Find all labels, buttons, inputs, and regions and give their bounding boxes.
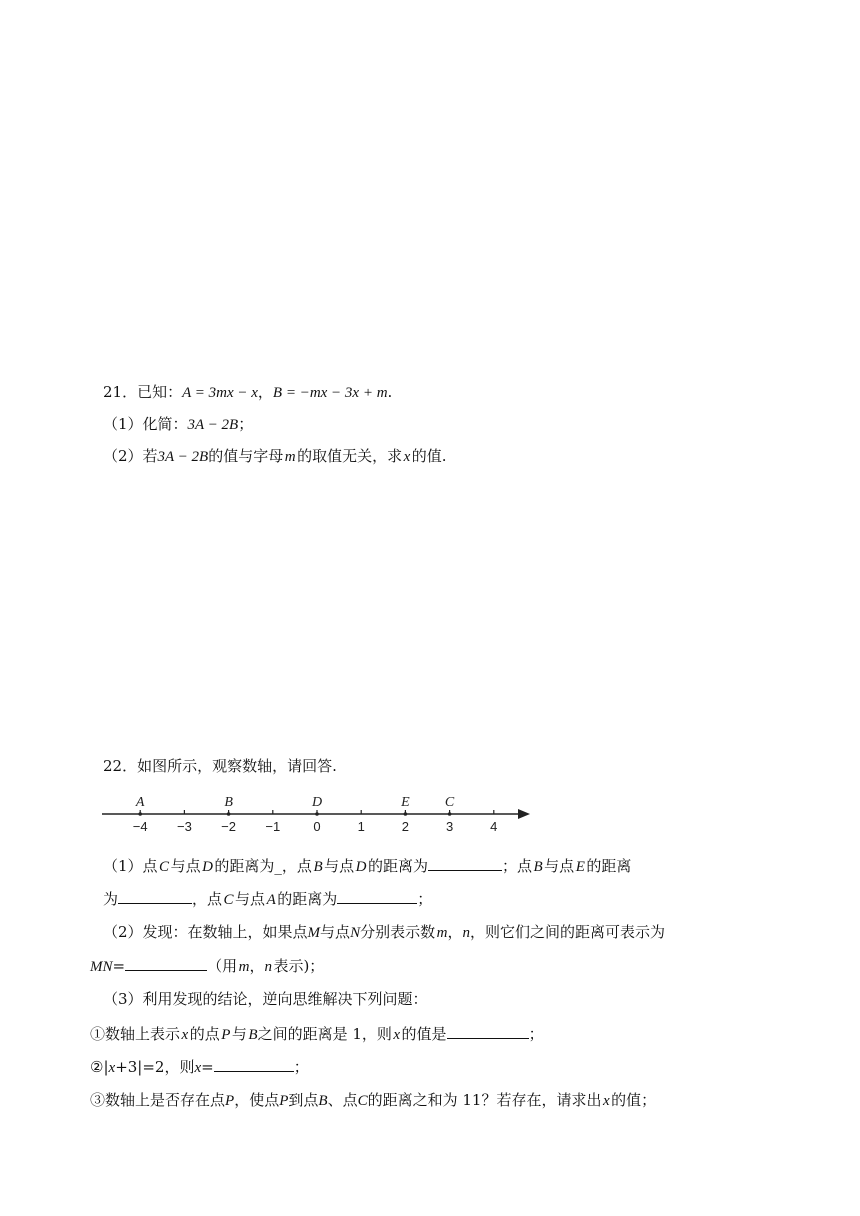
point-label-b: B [224,795,233,810]
q22-part3-item3 [90,1090,656,1111]
point-dot-b [227,812,231,816]
point-dot-c [448,812,452,816]
answer-blank-x1[interactable] [447,1023,529,1039]
text: （用 [207,957,238,975]
q21-part2-x: x [403,449,411,465]
q22-part1-line2 [103,888,432,910]
q22-part3-intro: （3）利用发现的结论，逆向思维解决下列问题： [103,990,428,1008]
text: 的距离 [586,857,632,875]
q22-title: 22．如图所示，观察数轴，请回答. [103,757,337,775]
text: 与 [231,1025,247,1043]
answer-blank-ca[interactable] [337,888,417,904]
var-m-lower: m [238,959,250,975]
text: 为 [103,890,119,908]
q21-expr-a: A = 3mx − x [182,385,258,401]
text: ， [447,923,463,941]
text: ； [293,1058,309,1076]
text: ，点 [192,890,223,908]
text: ①数轴上表示 [90,1025,181,1043]
text: ， [249,957,265,975]
answer-blank-mn[interactable] [125,955,207,971]
var-c: C [159,859,170,875]
text: 到点 [288,1091,319,1109]
tick-label: 4 [490,819,498,834]
var-b: B [248,1027,258,1043]
point-dot-a [138,812,142,816]
point-dot-e [404,812,408,816]
text: 的点 [189,1025,220,1043]
var-d: D [355,859,367,875]
tick-label: −2 [221,819,237,834]
text: = [201,1058,214,1076]
text: 的距离为 [367,857,428,875]
var-p: P [221,1027,231,1043]
q21-part1 [103,414,253,435]
tick-label: −1 [265,819,281,834]
number-line-figure [98,790,538,836]
q21-part1-end: ； [238,415,254,433]
text: ；点 [501,857,532,875]
var-n-lower: n [462,925,470,941]
q22-part1-line1 [103,855,631,877]
point-label-a: A [135,795,145,810]
q21-part2-expr: 3A − 2B [157,449,209,465]
q22-part2-line2 [90,955,324,977]
answer-blank-be[interactable] [118,888,192,904]
text: （2）发现：在数轴上，如果点 [103,923,308,941]
text: = [112,957,126,975]
q21-end: . [387,383,393,401]
tick-label: −3 [176,819,192,834]
var-m: M [307,925,321,941]
number-line-points [135,795,455,816]
text: ； [417,890,433,908]
var-n-lower: n [264,959,272,975]
tick-label: 0 [313,819,321,834]
text: 与点 [324,857,355,875]
var-m-lower: m [436,925,448,941]
text: +3|=2，则 [115,1058,195,1076]
var-p: P [225,1093,235,1109]
text: 的距离之和为 11？若存在，请求出 [367,1091,602,1109]
q22-part3-item1 [90,1023,544,1045]
var-n: N [350,925,361,941]
text: 与点 [170,857,201,875]
text: 分别表示数 [360,923,436,941]
answer-blank-x2[interactable] [214,1056,294,1072]
text: 与点 [320,923,351,941]
var-c: C [223,892,234,908]
tick-label: 1 [357,819,365,834]
var-b: B [533,859,543,875]
point-label-e: E [401,795,410,810]
text: ，使点 [234,1091,280,1109]
var-x: x [393,1027,401,1043]
q21-part2-prefix: （2）若 [103,447,158,465]
q21-sep: ， [257,383,273,401]
var-c: C [357,1093,368,1109]
q21-title: 21．已知： [103,383,183,401]
text: ③数轴上是否存在点 [90,1091,226,1109]
q21-part2-text3: 的值. [411,447,447,465]
text: ，则它们之间的距离可表示为 [469,923,665,941]
text: 的值； [611,1091,657,1109]
point-dot-d [315,812,319,816]
text: （1）点 [103,857,158,875]
text: 表示)； [273,957,325,975]
text: ； [528,1025,544,1043]
var-x: x [602,1093,610,1109]
text: 、点 [327,1091,358,1109]
var-x: x [194,1060,202,1076]
q21-part2 [103,446,447,467]
tick-label: 2 [401,819,410,834]
text: 之间的距离是 1，则 [257,1025,392,1043]
tick-label: 3 [445,819,454,834]
answer-blank-bd[interactable] [428,855,502,871]
var-x: x [181,1027,189,1043]
q21-part1-expr: 3A − 2B [187,417,239,433]
text: 的距离为 [277,890,338,908]
var-b: B [318,1093,328,1109]
q21-part2-text2: 的取值无关，求 [297,447,403,465]
point-label-d: D [311,795,323,810]
q22-part2-line1 [103,922,665,943]
var-p: P [279,1093,289,1109]
q21-part2-m: m [284,449,296,465]
q21-expr-b: B = −mx − 3x + m [272,385,388,401]
var-x: x [108,1060,116,1076]
text: 与点 [235,890,266,908]
var-mn: MN [90,959,113,975]
q21-line [103,382,392,403]
tick-label: −4 [132,819,148,834]
text: 与点 [544,857,575,875]
var-a: A [266,892,276,908]
q21-part2-text1: 的值与字母 [208,447,284,465]
number-line-arrow-icon [518,809,530,819]
var-d: D [202,859,213,875]
text: ②| [90,1058,109,1076]
point-label-c: C [444,795,455,810]
text: 的值是 [401,1025,447,1043]
var-e: E [575,859,585,875]
q22-part3-item2 [90,1056,309,1078]
text: 的距离为_，点 [214,857,312,875]
q21-part1-prefix: （1）化简： [103,415,188,433]
var-b: B [313,859,323,875]
